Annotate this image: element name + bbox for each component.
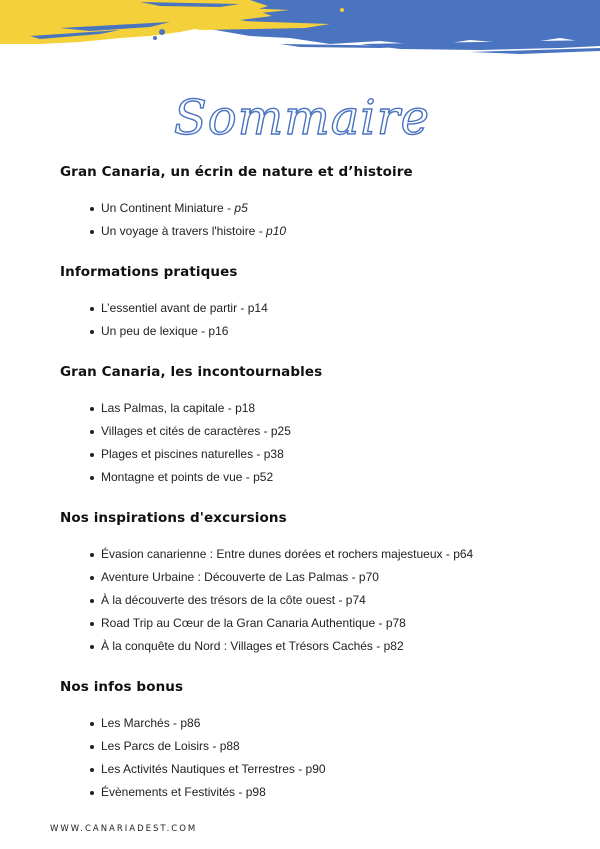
table-of-contents: [60, 163, 580, 824]
toc-item-label: Un voyage à travers l'histoire -: [101, 224, 267, 238]
toc-section-infos-bonus: [60, 678, 580, 804]
section-heading: Nos infos bonus: [60, 679, 184, 695]
toc-item[interactable]: Évènements et Festivités - p98: [60, 781, 580, 804]
toc-item-label: Un Continent Miniature -: [101, 201, 235, 215]
toc-section-nature-histoire: [60, 163, 580, 243]
toc-item[interactable]: Las Palmas, la capitale - p18: [60, 397, 580, 420]
section-heading: Gran Canaria, les incontournables: [60, 364, 323, 380]
page-title: [0, 72, 600, 162]
toc-item[interactable]: Montagne et points de vue - p52: [60, 466, 580, 489]
page-title-text: Sommaire: [173, 90, 431, 146]
section-list: [60, 297, 580, 343]
toc-item[interactable]: Plages et piscines naturelles - p38: [60, 443, 580, 466]
toc-item[interactable]: Aventure Urbaine : Découverte de Las Palmas - p70: [60, 566, 580, 589]
toc-item-page: p5: [234, 201, 248, 215]
section-list: [60, 197, 580, 243]
toc-item[interactable]: Les Marchés - p86: [60, 712, 580, 735]
toc-section-incontournables: [60, 363, 580, 489]
toc-section-excursions: [60, 509, 580, 658]
section-heading: Nos inspirations d'excursions: [60, 510, 287, 526]
toc-item[interactable]: [60, 220, 580, 243]
toc-item[interactable]: Évasion canarienne : Entre dunes dorées et rochers majestueux - p64: [60, 543, 580, 566]
toc-item[interactable]: Les Activités Nautiques et Terrestres - p90: [60, 758, 580, 781]
toc-item[interactable]: Villages et cités de caractères - p25: [60, 420, 580, 443]
toc-item[interactable]: Les Parcs de Loisirs - p88: [60, 735, 580, 758]
toc-item[interactable]: Un peu de lexique - p16: [60, 320, 580, 343]
section-list: [60, 543, 580, 658]
toc-section-infos-pratiques: [60, 263, 580, 343]
section-list: [60, 397, 580, 489]
section-list: [60, 712, 580, 804]
toc-item[interactable]: À la conquête du Nord : Villages et Trésors Cachés - p82: [60, 635, 580, 658]
toc-item[interactable]: À la découverte des trésors de la côte ouest - p74: [60, 589, 580, 612]
footer-website[interactable]: WWW.CANARIADEST.COM: [50, 824, 198, 834]
toc-item-page: p10: [266, 224, 287, 238]
toc-item[interactable]: Road Trip au Cœur de la Gran Canaria Authentique - p78: [60, 612, 580, 635]
section-heading: Informations pratiques: [60, 264, 238, 280]
section-heading: Gran Canaria, un écrin de nature et d’histoire: [60, 164, 413, 180]
brush-stroke-banner: [0, 0, 600, 70]
toc-item[interactable]: [60, 197, 580, 220]
toc-item[interactable]: L’essentiel avant de partir - p14: [60, 297, 580, 320]
